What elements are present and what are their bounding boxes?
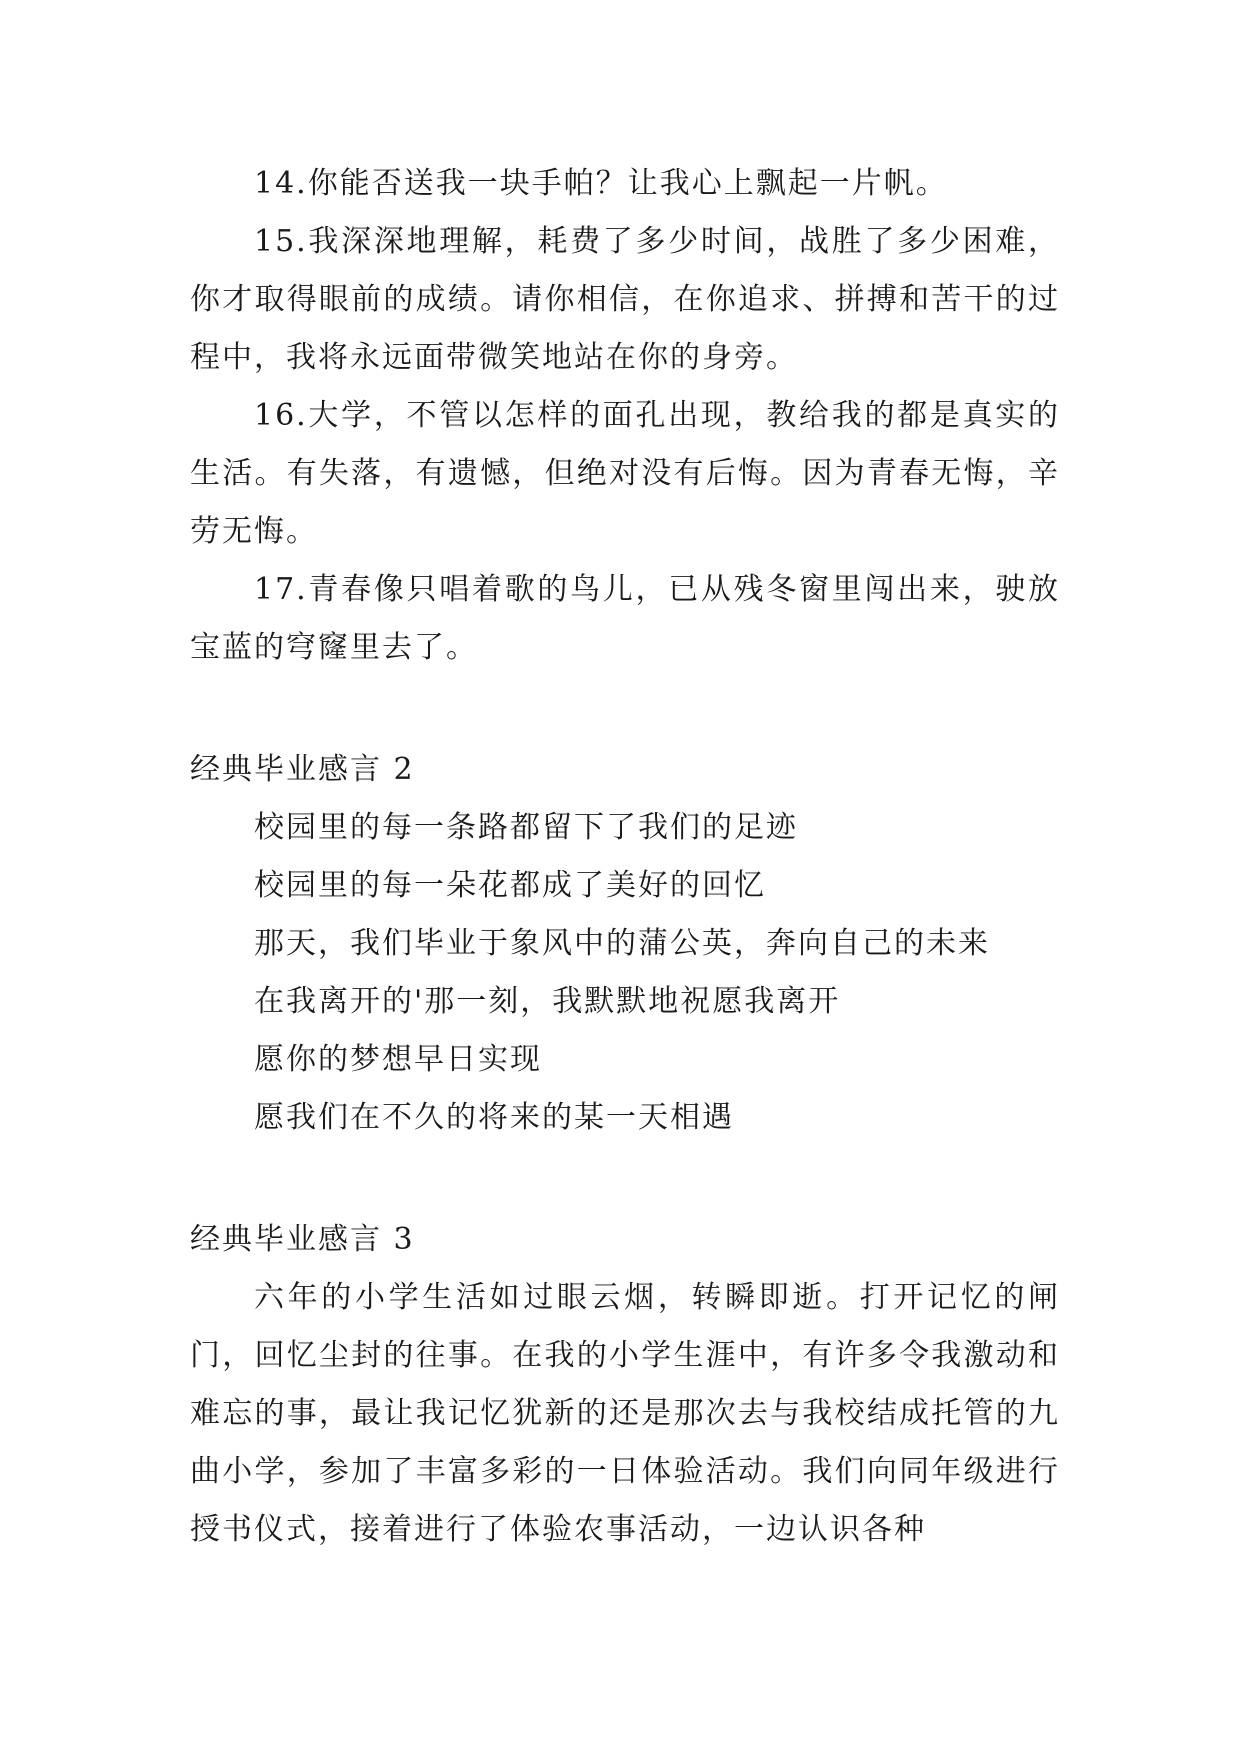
poem-line-1: 校园里的每一条路都留下了我们的足迹	[254, 810, 798, 845]
section-heading-2: 经典毕业感言 2	[190, 752, 415, 787]
poem-line-5: 愿你的梦想早日实现	[254, 1042, 542, 1077]
poem-line-4: 在我离开的'那一刻，我默默地祝愿我离开	[254, 984, 841, 1019]
poem-line-2: 校园里的每一朵花都成了美好的回忆	[254, 868, 766, 903]
paragraph-section-3: 六年的小学生活如过眼云烟，转瞬即逝。打开记忆的闸门，回忆尘封的往事。在我的小学生涯中，有许多令我激动和难忘的事，最让我记忆犹新的还是那次去与我校结成托管的九曲小学，参加了丰富多彩的一日体验活动。我们向同年级进行授书仪式，接着进行了体验农事活动，一边认识各种	[190, 1280, 1060, 1547]
section-heading-3: 经典毕业感言 3	[190, 1222, 415, 1257]
paragraph-17: 17.青春像只唱着歌的鸟儿，已从残冬窗里闯出来，驶放宝蓝的穹窿里去了。	[190, 572, 1060, 665]
paragraph-16: 16.大学，不管以怎样的面孔出现，教给我的都是真实的生活。有失落，有遗憾，但绝对没有后悔。因为青春无悔，辛劳无悔。	[190, 398, 1060, 549]
poem-line-6: 愿我们在不久的将来的某一天相遇	[254, 1100, 734, 1135]
paragraph-14: 14.你能否送我一块手帕？让我心上飘起一片帆。	[254, 166, 948, 201]
poem-line-3: 那天，我们毕业于象风中的蒲公英，奔向自己的未来	[254, 926, 990, 961]
paragraph-15: 15.我深深地理解，耗费了多少时间，战胜了多少困难，你才取得眼前的成绩。请你相信，在你追求、拼搏和苦干的过程中，我将永远面带微笑地站在你的身旁。	[190, 224, 1060, 375]
document-body	[190, 155, 1060, 1559]
